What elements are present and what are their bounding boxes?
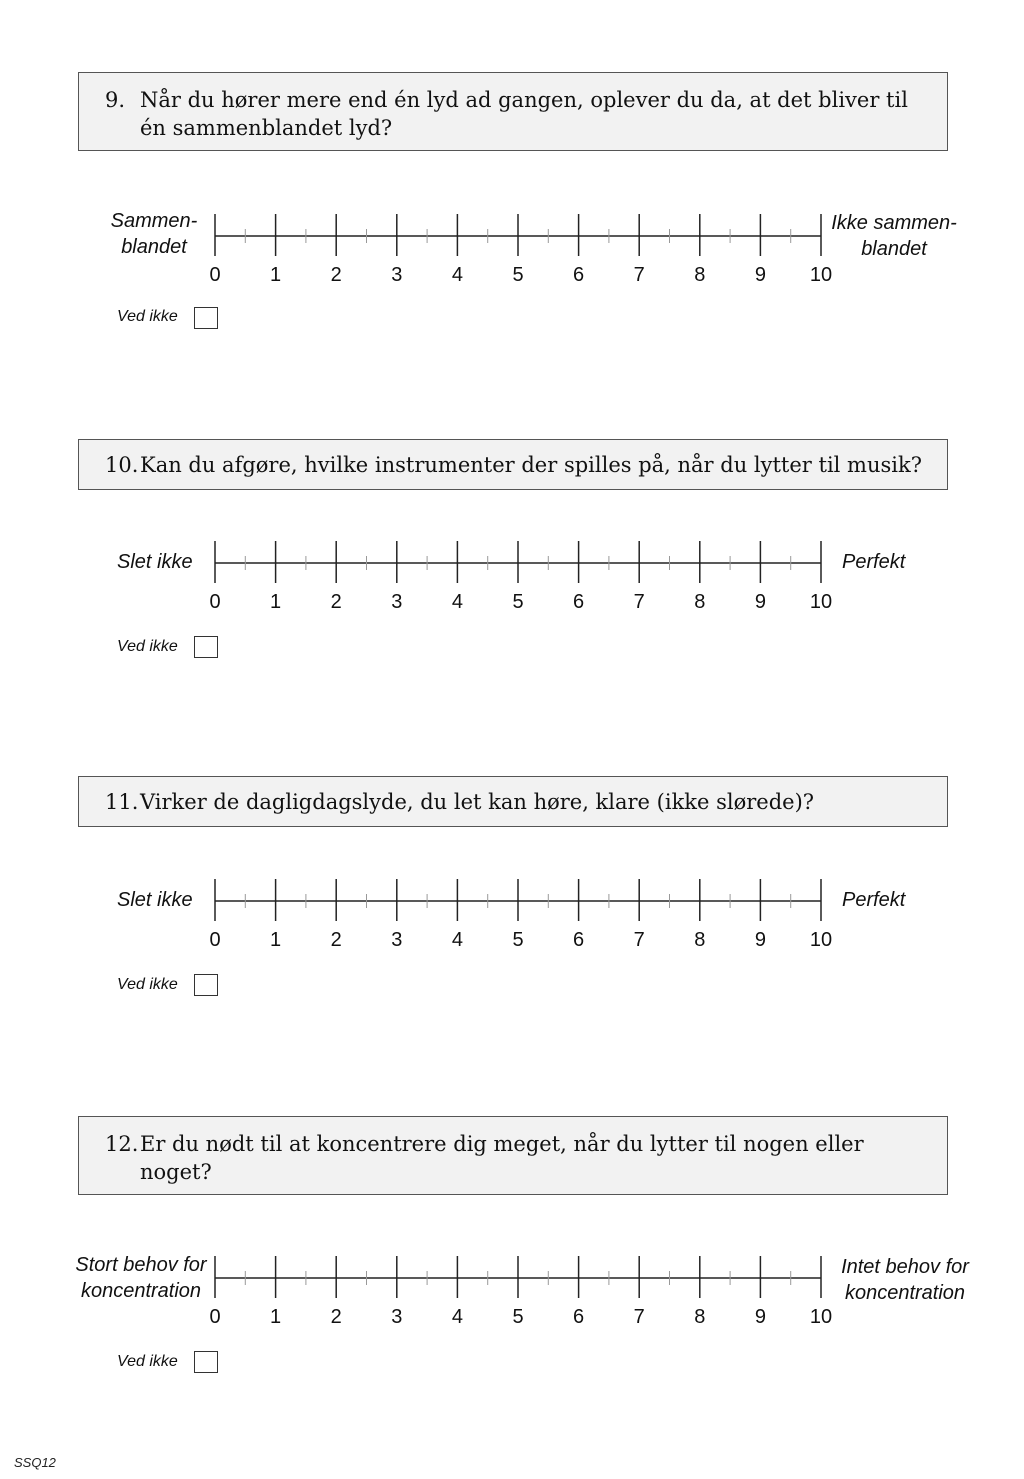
scale-line-graphic — [0, 527, 1024, 587]
scale-number-9[interactable]: 9 — [754, 929, 766, 951]
dont-know-checkbox[interactable] — [194, 636, 218, 658]
left-anchor-label: Sammen- blandet — [110, 210, 198, 258]
dont-know-label: Ved ikke — [117, 976, 178, 993]
scale-number-9[interactable]: 9 — [754, 591, 766, 613]
question-text: Kan du afgøre, hvilke instrumenter der spilles på, når du lytter til musik? — [140, 453, 922, 477]
dont-know-label: Ved ikke — [117, 308, 178, 325]
scale-number-5[interactable]: 5 — [512, 591, 524, 613]
scale-number-1[interactable]: 1 — [270, 264, 282, 286]
left-anchor-label: Slet ikke — [117, 889, 193, 911]
scale-number-0[interactable]: 0 — [209, 591, 221, 613]
dont-know-checkbox[interactable] — [194, 1351, 218, 1373]
scale-number-8[interactable]: 8 — [694, 929, 706, 951]
scale-number-1[interactable]: 1 — [270, 929, 282, 951]
question-text: Virker de dagligdagslyde, du let kan høre, klare (ikke slørede)? — [140, 790, 815, 814]
dont-know-checkbox[interactable] — [194, 307, 218, 329]
scale-number-5[interactable]: 5 — [512, 1306, 524, 1328]
scale-number-1[interactable]: 1 — [270, 1306, 282, 1328]
question-11-box — [78, 776, 948, 827]
scale-number-6[interactable]: 6 — [573, 264, 585, 286]
right-anchor-label: Intet behov for koncentration — [841, 1256, 969, 1304]
question-text: Er du nødt til at koncentrere dig meget, når du lytter til nogen eller noget? — [140, 1132, 864, 1184]
scale-number-7[interactable]: 7 — [633, 929, 645, 951]
scale-q12[interactable] — [0, 1242, 1024, 1332]
scale-q11[interactable] — [0, 865, 1024, 955]
scale-number-8[interactable]: 8 — [694, 264, 706, 286]
question-12-box — [78, 1116, 948, 1195]
scale-number-4[interactable]: 4 — [451, 591, 463, 613]
scale-number-7[interactable]: 7 — [633, 264, 645, 286]
dont-know-label: Ved ikke — [117, 638, 178, 655]
scale-number-10[interactable]: 10 — [809, 929, 833, 951]
scale-q10[interactable] — [0, 527, 1024, 617]
scale-number-9[interactable]: 9 — [754, 264, 766, 286]
scale-number-0[interactable]: 0 — [209, 264, 221, 286]
scale-number-2[interactable]: 2 — [330, 591, 342, 613]
scale-q9[interactable] — [0, 200, 1024, 290]
scale-number-6[interactable]: 6 — [573, 1306, 585, 1328]
scale-number-9[interactable]: 9 — [754, 1306, 766, 1328]
form-code: SSQ12 — [14, 1455, 56, 1470]
scale-number-7[interactable]: 7 — [633, 1306, 645, 1328]
question-number: 9. — [105, 88, 126, 112]
scale-number-0[interactable]: 0 — [209, 1306, 221, 1328]
scale-number-6[interactable]: 6 — [573, 591, 585, 613]
dont-know-checkbox[interactable] — [194, 974, 218, 996]
scale-number-2[interactable]: 2 — [330, 264, 342, 286]
question-9-box — [78, 72, 948, 151]
scale-number-4[interactable]: 4 — [451, 264, 463, 286]
scale-line-graphic — [0, 865, 1024, 925]
question-number: 11. — [105, 790, 139, 814]
question-text: Når du hører mere end én lyd ad gangen, oplever du da, at det bliver til én sammenblandet lyd? — [140, 88, 908, 140]
scale-number-10[interactable]: 10 — [809, 1306, 833, 1328]
scale-number-10[interactable]: 10 — [809, 264, 833, 286]
scale-number-5[interactable]: 5 — [512, 929, 524, 951]
scale-number-10[interactable]: 10 — [809, 591, 833, 613]
scale-number-3[interactable]: 3 — [391, 264, 403, 286]
question-number: 12. — [105, 1132, 139, 1156]
scale-number-8[interactable]: 8 — [694, 591, 706, 613]
scale-number-6[interactable]: 6 — [573, 929, 585, 951]
scale-number-4[interactable]: 4 — [451, 1306, 463, 1328]
scale-number-1[interactable]: 1 — [270, 591, 282, 613]
scale-number-5[interactable]: 5 — [512, 264, 524, 286]
dont-know-label: Ved ikke — [117, 1353, 178, 1370]
scale-line-graphic — [0, 200, 1024, 260]
scale-number-0[interactable]: 0 — [209, 929, 221, 951]
right-anchor-label: Ikke sammen- blandet — [831, 212, 957, 260]
scale-number-8[interactable]: 8 — [694, 1306, 706, 1328]
left-anchor-label: Stort behov for koncentration — [75, 1254, 207, 1302]
scale-number-3[interactable]: 3 — [391, 591, 403, 613]
right-anchor-label: Perfekt — [842, 551, 906, 573]
question-10-box — [78, 439, 948, 490]
question-number: 10. — [105, 453, 139, 477]
scale-number-4[interactable]: 4 — [451, 929, 463, 951]
right-anchor-label: Perfekt — [842, 889, 906, 911]
scale-number-7[interactable]: 7 — [633, 591, 645, 613]
scale-number-2[interactable]: 2 — [330, 929, 342, 951]
left-anchor-label: Slet ikke — [117, 551, 193, 573]
scale-line-graphic — [0, 1242, 1024, 1302]
scale-number-2[interactable]: 2 — [330, 1306, 342, 1328]
scale-number-3[interactable]: 3 — [391, 1306, 403, 1328]
scale-number-3[interactable]: 3 — [391, 929, 403, 951]
